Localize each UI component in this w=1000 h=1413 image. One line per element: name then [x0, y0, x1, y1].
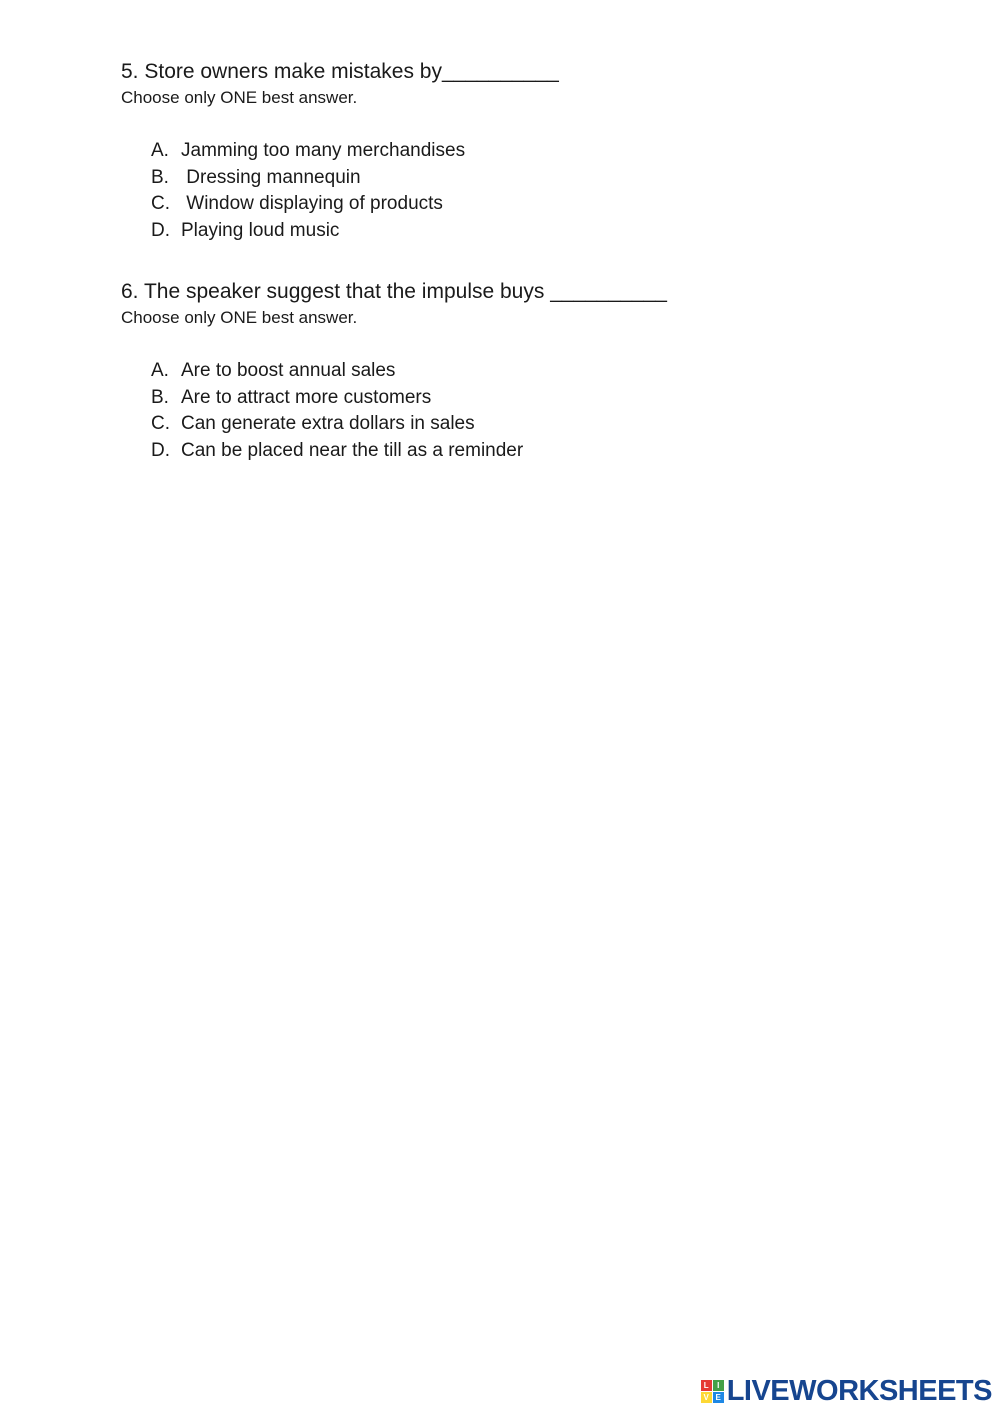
option-letter: A.: [151, 360, 169, 381]
question-title: 5. Store owners make mistakes by__________: [121, 60, 559, 83]
option-text: Are to boost annual sales: [181, 360, 396, 381]
option-b[interactable]: [151, 385, 523, 412]
option-text: Window displaying of products: [181, 193, 443, 215]
option-letter: D.: [151, 440, 170, 462]
option-letter: A.: [151, 140, 169, 161]
option-letter: B.: [151, 386, 169, 408]
option-letter: C.: [151, 413, 170, 435]
option-b[interactable]: [151, 165, 465, 192]
option-text: Are to attract more customers: [181, 386, 432, 408]
option-text: Can be placed near the till as a reminder: [181, 440, 524, 462]
logo-mark-icon: [701, 1380, 724, 1403]
logo-mark-cell: I: [713, 1380, 724, 1391]
option-c[interactable]: [151, 191, 465, 218]
option-a[interactable]: [151, 138, 465, 165]
option-letter: C.: [151, 193, 170, 215]
option-text: Dressing mannequin: [181, 166, 361, 188]
option-text: Playing loud music: [181, 220, 340, 242]
option-c[interactable]: [151, 411, 523, 438]
question-title: 6. The speaker suggest that the impulse buys __________: [121, 280, 667, 303]
question-instruction: Choose only ONE best answer.: [121, 308, 358, 327]
options-list: [151, 138, 465, 245]
logo-mark-cell: L: [701, 1380, 712, 1391]
question-instruction: Choose only ONE best answer.: [121, 88, 358, 107]
option-d[interactable]: [151, 218, 465, 245]
question-5: [121, 58, 881, 242]
logo-mark-cell: V: [701, 1392, 712, 1403]
option-letter: D.: [151, 220, 170, 242]
logo-text: LIVEWORKSHEETS: [726, 1375, 992, 1407]
options-list: [151, 358, 523, 465]
logo-mark-cell: E: [713, 1392, 724, 1403]
option-letter: B.: [151, 166, 169, 188]
liveworksheets-logo: [701, 1375, 992, 1407]
option-text: Jamming too many merchandises: [181, 140, 466, 161]
option-d[interactable]: [151, 438, 523, 465]
option-text: Can generate extra dollars in sales: [181, 413, 475, 435]
option-a[interactable]: [151, 358, 523, 385]
question-6: [121, 278, 881, 462]
